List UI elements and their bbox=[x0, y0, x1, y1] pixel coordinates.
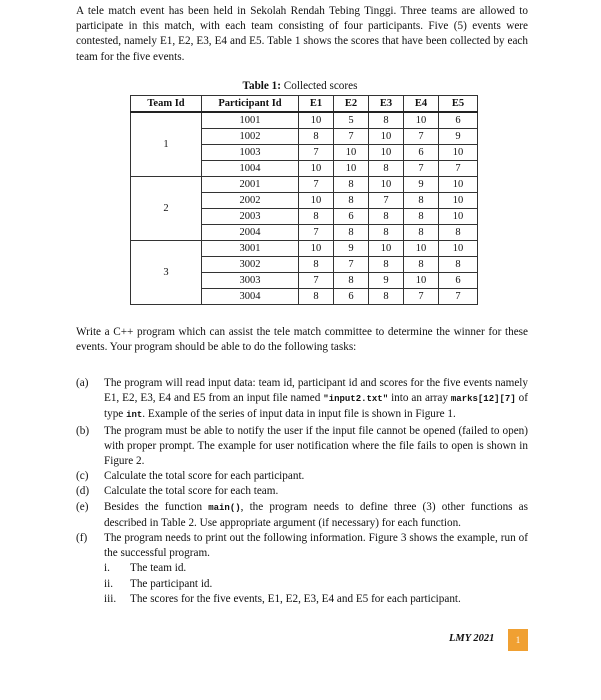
task-text-part: , the program needs to define three (3) other functions as described in Table 2. Use appropriate argument (if necessary) for each function. bbox=[104, 500, 528, 529]
score-cell: 9 bbox=[404, 177, 439, 193]
score-cell: 8 bbox=[439, 225, 478, 241]
task-text: Calculate the total score for each participant. bbox=[104, 470, 305, 483]
score-cell: 10 bbox=[369, 177, 404, 193]
score-cell: 10 bbox=[439, 145, 478, 161]
score-cell: 5 bbox=[334, 112, 369, 129]
header-e2: E2 bbox=[334, 96, 369, 113]
task-item-d bbox=[76, 484, 528, 499]
subtask-label: i. bbox=[104, 562, 110, 575]
score-cell: 10 bbox=[369, 129, 404, 145]
task-text-part: of type bbox=[104, 392, 528, 421]
table-row bbox=[131, 241, 478, 257]
score-cell: 8 bbox=[334, 177, 369, 193]
team-id-cell: 3 bbox=[131, 241, 202, 305]
score-cell: 7 bbox=[439, 289, 478, 305]
score-cell: 10 bbox=[404, 241, 439, 257]
participant-id-cell: 2002 bbox=[202, 193, 299, 209]
score-cell: 10 bbox=[299, 161, 334, 177]
inline-code: int bbox=[126, 410, 143, 421]
score-cell: 7 bbox=[404, 161, 439, 177]
score-cell: 8 bbox=[299, 209, 334, 225]
score-cell: 10 bbox=[299, 112, 334, 129]
score-cell: 10 bbox=[439, 193, 478, 209]
participant-id-cell: 2004 bbox=[202, 225, 299, 241]
score-cell: 9 bbox=[439, 129, 478, 145]
score-cell: 8 bbox=[369, 289, 404, 305]
participant-id-cell: 2001 bbox=[202, 177, 299, 193]
task-text: The program needs to print out the following information. Figure 3 shows the example, run of the successful program. bbox=[104, 532, 528, 560]
score-cell: 7 bbox=[334, 257, 369, 273]
score-cell: 7 bbox=[299, 177, 334, 193]
participant-id-cell: 1002 bbox=[202, 129, 299, 145]
score-cell: 7 bbox=[369, 193, 404, 209]
inline-code: main() bbox=[208, 502, 241, 513]
table-caption bbox=[130, 80, 470, 93]
score-cell: 8 bbox=[369, 209, 404, 225]
score-cell: 8 bbox=[334, 193, 369, 209]
inline-code: marks[12][7] bbox=[450, 394, 516, 405]
task-label: (e) bbox=[76, 500, 89, 513]
subtask-text: The participant id. bbox=[130, 577, 213, 590]
task-item-f bbox=[76, 531, 528, 561]
table-row bbox=[131, 112, 478, 129]
team-id-cell: 1 bbox=[131, 112, 202, 177]
task-item-a bbox=[76, 376, 528, 424]
subtask-label: ii. bbox=[104, 577, 114, 590]
intro-paragraph: A tele match event has been held in Sekolah Rendah Tebing Tinggi. Three teams are allowed to participate in this match, with each team consisting of four participants. Five (5) events were contested, namely E1, E2, E3, E4 and E5. Table 1 shows the scores that have been collected by each team for the five events. bbox=[76, 5, 528, 63]
score-cell: 6 bbox=[439, 112, 478, 129]
score-cell: 10 bbox=[299, 193, 334, 209]
score-cell: 8 bbox=[439, 257, 478, 273]
header-e3: E3 bbox=[369, 96, 404, 113]
score-cell: 10 bbox=[369, 145, 404, 161]
participant-id-cell: 3001 bbox=[202, 241, 299, 257]
header-team-id: Team Id bbox=[131, 96, 202, 113]
subtask-label: iii. bbox=[104, 592, 117, 605]
subtask-text: The scores for the five events, E1, E2, E3, E4 and E5 for each participant. bbox=[130, 592, 461, 605]
score-cell: 8 bbox=[369, 161, 404, 177]
header-e4: E4 bbox=[404, 96, 439, 113]
score-cell: 8 bbox=[404, 193, 439, 209]
participant-id-cell: 1003 bbox=[202, 145, 299, 161]
score-cell: 8 bbox=[299, 257, 334, 273]
task-text bbox=[104, 500, 528, 531]
task-item-e bbox=[76, 500, 528, 531]
participant-id-cell: 1004 bbox=[202, 161, 299, 177]
participant-id-cell: 3003 bbox=[202, 273, 299, 289]
table-header-row bbox=[131, 96, 478, 113]
score-cell: 8 bbox=[299, 289, 334, 305]
task-label: (f) bbox=[76, 532, 88, 545]
page-number-badge: 1 bbox=[508, 629, 528, 651]
participant-id-cell: 3004 bbox=[202, 289, 299, 305]
subtask-item-iii bbox=[76, 592, 528, 607]
scores-table bbox=[130, 95, 478, 305]
task-item-c bbox=[76, 469, 528, 484]
task-text-part: Besides the function bbox=[104, 500, 209, 513]
task-text-part: into an array bbox=[388, 392, 451, 405]
table-caption-text: Collected scores bbox=[281, 80, 358, 92]
score-cell: 6 bbox=[334, 289, 369, 305]
task-text-part: . Example of the series of input data in input file is shown in Figure 1. bbox=[142, 408, 456, 421]
task-label: (b) bbox=[76, 424, 90, 437]
score-cell: 8 bbox=[369, 257, 404, 273]
header-e5: E5 bbox=[439, 96, 478, 113]
task-text: The program must be able to notify the user if the input file cannot be opened (failed to open) with proper prompt. The example for user notification where the file fails to open is shown in Figure 2. bbox=[104, 424, 528, 468]
participant-id-cell: 3002 bbox=[202, 257, 299, 273]
score-cell: 9 bbox=[369, 273, 404, 289]
task-text-part: The program will read input data: team id, participant id and scores for the five events namely E1, E2, E3, E4 and E5 from an input file named bbox=[104, 377, 528, 405]
score-cell: 8 bbox=[404, 225, 439, 241]
score-cell: 9 bbox=[334, 241, 369, 257]
score-cell: 6 bbox=[334, 209, 369, 225]
header-participant-id: Participant Id bbox=[202, 96, 299, 113]
task-label: (c) bbox=[76, 470, 89, 483]
team-id-cell: 2 bbox=[131, 177, 202, 241]
score-cell: 6 bbox=[439, 273, 478, 289]
score-cell: 10 bbox=[439, 241, 478, 257]
score-cell: 7 bbox=[404, 289, 439, 305]
score-cell: 7 bbox=[334, 129, 369, 145]
header-e1: E1 bbox=[299, 96, 334, 113]
task-intro-paragraph: Write a C++ program which can assist the tele match committee to determine the winner for these events. Your program should be able to do the following tasks: bbox=[76, 326, 528, 354]
score-cell: 10 bbox=[404, 273, 439, 289]
subtask-text: The team id. bbox=[130, 562, 187, 575]
score-cell: 6 bbox=[404, 145, 439, 161]
task-text: Calculate the total score for each team. bbox=[104, 485, 279, 498]
task-label: (d) bbox=[76, 485, 90, 498]
inline-code: "input2.txt" bbox=[323, 394, 389, 405]
task-text bbox=[104, 376, 528, 424]
score-cell: 10 bbox=[299, 241, 334, 257]
score-cell: 10 bbox=[439, 177, 478, 193]
score-cell: 8 bbox=[334, 225, 369, 241]
score-cell: 7 bbox=[299, 225, 334, 241]
subtask-item-ii bbox=[76, 577, 528, 592]
score-cell: 7 bbox=[299, 273, 334, 289]
score-cell: 8 bbox=[369, 112, 404, 129]
table-row bbox=[131, 177, 478, 193]
score-cell: 7 bbox=[404, 129, 439, 145]
participant-id-cell: 2003 bbox=[202, 209, 299, 225]
task-item-b bbox=[76, 424, 528, 470]
score-cell: 7 bbox=[439, 161, 478, 177]
task-list bbox=[76, 376, 528, 607]
footer-label: LMY 2021 bbox=[449, 633, 495, 644]
score-cell: 10 bbox=[369, 241, 404, 257]
score-cell: 10 bbox=[334, 161, 369, 177]
score-cell: 8 bbox=[369, 225, 404, 241]
score-cell: 8 bbox=[404, 257, 439, 273]
score-cell: 7 bbox=[299, 145, 334, 161]
score-cell: 10 bbox=[334, 145, 369, 161]
subtask-item-i bbox=[76, 561, 528, 576]
participant-id-cell: 1001 bbox=[202, 112, 299, 129]
score-cell: 8 bbox=[404, 209, 439, 225]
table-caption-label: Table 1: bbox=[242, 80, 281, 92]
score-cell: 10 bbox=[439, 209, 478, 225]
score-cell: 8 bbox=[334, 273, 369, 289]
score-cell: 8 bbox=[299, 129, 334, 145]
task-label: (a) bbox=[76, 377, 89, 389]
score-cell: 10 bbox=[404, 112, 439, 129]
